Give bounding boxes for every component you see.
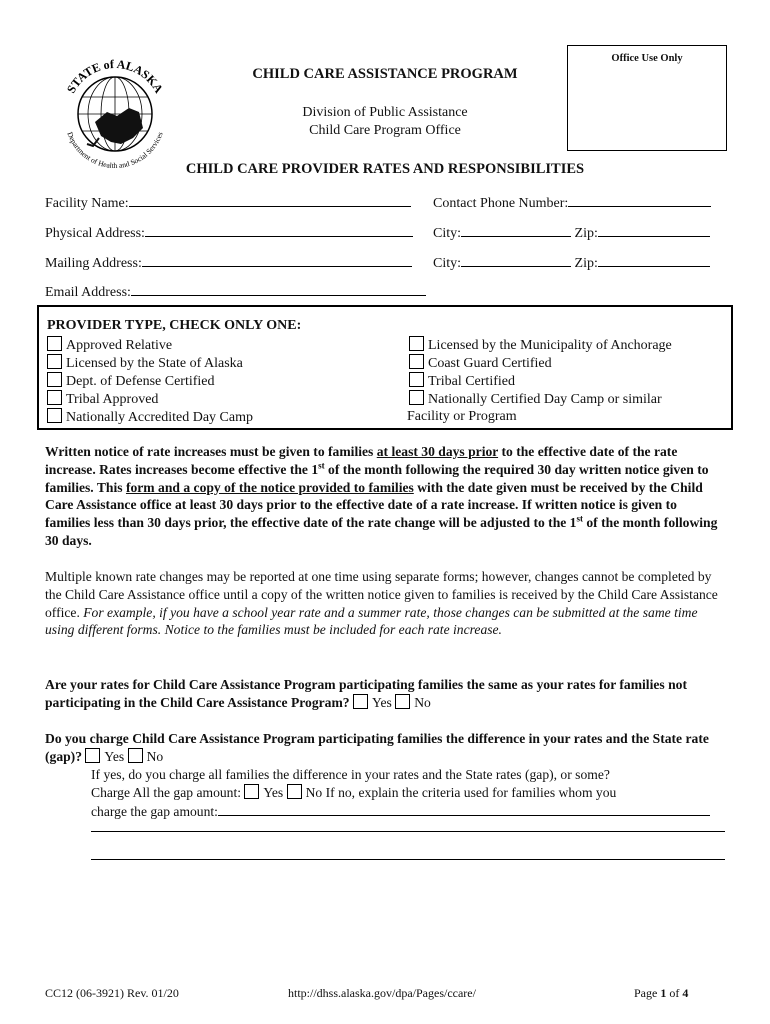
option-certified-day-camp[interactable]	[409, 390, 662, 409]
mailing-zip-field[interactable]	[598, 253, 710, 267]
state-seal-logo	[55, 52, 175, 172]
option-licensed-state[interactable]	[47, 354, 243, 373]
question-gap: Do you charge Child Care Assistance Program participating families the difference in your rates and the State rate (gap)? Yes No	[45, 731, 709, 764]
option-coast-guard[interactable]	[409, 354, 552, 373]
city-label: City:	[433, 226, 462, 241]
mailing-address-field[interactable]	[142, 253, 412, 267]
office-use-box	[567, 45, 727, 151]
checkbox[interactable]	[47, 336, 62, 351]
question-same-rates: Are your rates for Child Care Assistance Program participating families the same as your rates for families not participating in the Child Care Assistance Program? Yes No	[45, 677, 687, 710]
option-continuation: Facility or Program	[407, 409, 517, 424]
physical-zip-field[interactable]	[598, 223, 710, 237]
explanation-line-1[interactable]	[91, 831, 725, 832]
mailing-address-row	[45, 253, 412, 272]
form-title: CHILD CARE PROVIDER RATES AND RESPONSIBILITIES	[185, 161, 585, 177]
seal-text-top: STATE of ALASKA	[63, 56, 167, 96]
checkbox-q1-yes[interactable]	[353, 694, 368, 709]
option-label: Coast Guard Certified	[428, 356, 552, 371]
mailing-city-field[interactable]	[461, 253, 571, 267]
no-label: No	[305, 784, 323, 800]
checkbox[interactable]	[409, 336, 424, 351]
option-label: Tribal Approved	[66, 392, 159, 407]
provider-type-title: PROVIDER TYPE, CHECK ONLY ONE:	[47, 318, 302, 333]
yes-label: Yes	[104, 748, 125, 764]
physical-address-field[interactable]	[145, 223, 413, 237]
option-label: Dept. of Defense Certified	[66, 374, 215, 389]
option-label: Nationally Certified Day Camp or similar	[428, 392, 662, 407]
notice-paragraph: Written notice of rate increases must be given to families at least 30 days prior to the effective date of the rate increase. Rates increases become effective the 1st of the month following the required 30 day written notice given to families. This form and a copy of the notice provided to families with the date given must be received by the Child Care Assistance office at least 30 days prior to the effective date of a rate increase. If written notice is given to families less than 30 days prior, the effective date of the rate change will be adjusted to the 1st of the month following 30 days.	[45, 444, 718, 548]
option-tribal-approved[interactable]	[47, 390, 158, 409]
checkbox-q1-no[interactable]	[395, 694, 410, 709]
checkbox[interactable]	[47, 390, 62, 405]
option-approved-relative[interactable]	[47, 336, 172, 355]
office-name: Child Care Program Office	[309, 123, 461, 138]
zip-label: Zip:	[574, 256, 598, 271]
no-label: No	[414, 694, 431, 710]
zip-label: Zip:	[574, 226, 598, 241]
contact-phone-row	[433, 193, 711, 212]
option-label: Licensed by the Municipality of Anchorage	[428, 338, 672, 353]
page-number: Page 1 of 4	[634, 986, 689, 1000]
checkbox-q2-yes[interactable]	[85, 748, 100, 763]
facility-name-label: Facility Name:	[45, 196, 129, 211]
physical-address-row	[45, 223, 413, 242]
facility-name-row	[45, 193, 411, 212]
checkbox-charge-all-yes[interactable]	[244, 784, 259, 799]
option-label: Approved Relative	[66, 338, 173, 353]
facility-name-field[interactable]	[129, 193, 411, 207]
explanation-line-2[interactable]	[91, 859, 725, 860]
charge-gap-field[interactable]	[218, 802, 710, 816]
gap-followup	[91, 766, 731, 820]
provider-type-box	[37, 305, 733, 430]
email-address-label: Email Address:	[45, 285, 131, 300]
checkbox[interactable]	[47, 372, 62, 387]
office-use-label: Office Use Only	[611, 53, 683, 64]
contact-phone-field[interactable]	[568, 193, 711, 207]
city-label: City:	[433, 256, 462, 271]
footer-url[interactable]: http://dhss.alaska.gov/dpa/Pages/ccare/	[288, 986, 476, 1000]
mailing-address-label: Mailing Address:	[45, 256, 142, 271]
mailing-city-row	[433, 253, 710, 272]
option-accredited-day-camp[interactable]	[47, 408, 253, 427]
option-licensed-anchorage[interactable]	[409, 336, 672, 355]
multiple-changes-paragraph: Multiple known rate changes may be reported at one time using separate forms; however, changes cannot be completed by the Child Care Assistance office until a copy of the written notice given to families is received by the Child Care Assistance office. For example, if you have a school year rate and a summer rate, those changes can be submitted at the same time using different forms. Notice to the families must be included for each rate increase.	[45, 569, 718, 638]
charge-gap-label: charge the gap amount:	[91, 803, 218, 819]
gap-followup-question: If yes, do you charge all families the difference in your rates and the State rates (gap), or some?	[91, 767, 610, 782]
checkbox[interactable]	[409, 390, 424, 405]
option-dod-certified[interactable]	[47, 372, 215, 391]
checkbox[interactable]	[409, 372, 424, 387]
yes-label: Yes	[372, 694, 392, 710]
contact-phone-label: Contact Phone Number:	[433, 196, 569, 211]
checkbox-charge-all-no[interactable]	[287, 784, 302, 799]
email-address-row	[45, 282, 426, 301]
division-name: Division of Public Assistance	[302, 105, 468, 120]
form-id: CC12 (06-3921) Rev. 01/20	[45, 986, 179, 1000]
option-label: Tribal Certified	[428, 374, 515, 389]
explain-criteria-label: If no, explain the criteria used for families whom you	[325, 784, 617, 800]
option-label: Licensed by the State of Alaska	[66, 356, 243, 371]
charge-all-label: Charge All the gap amount:	[91, 784, 242, 800]
checkbox[interactable]	[47, 354, 62, 369]
program-title: CHILD CARE ASSISTANCE PROGRAM	[252, 66, 518, 82]
option-tribal-certified[interactable]	[409, 372, 515, 391]
physical-city-row	[433, 223, 710, 242]
seal-text-bottom: Department of Health and Social Services	[65, 130, 165, 171]
checkbox[interactable]	[47, 408, 62, 423]
physical-city-field[interactable]	[461, 223, 571, 237]
physical-address-label: Physical Address:	[45, 226, 145, 241]
option-label: Nationally Accredited Day Camp	[66, 410, 253, 425]
checkbox-q2-no[interactable]	[128, 748, 143, 763]
checkbox[interactable]	[409, 354, 424, 369]
no-label: No	[146, 748, 164, 764]
yes-label: Yes	[263, 784, 284, 800]
email-address-field[interactable]	[131, 282, 426, 296]
